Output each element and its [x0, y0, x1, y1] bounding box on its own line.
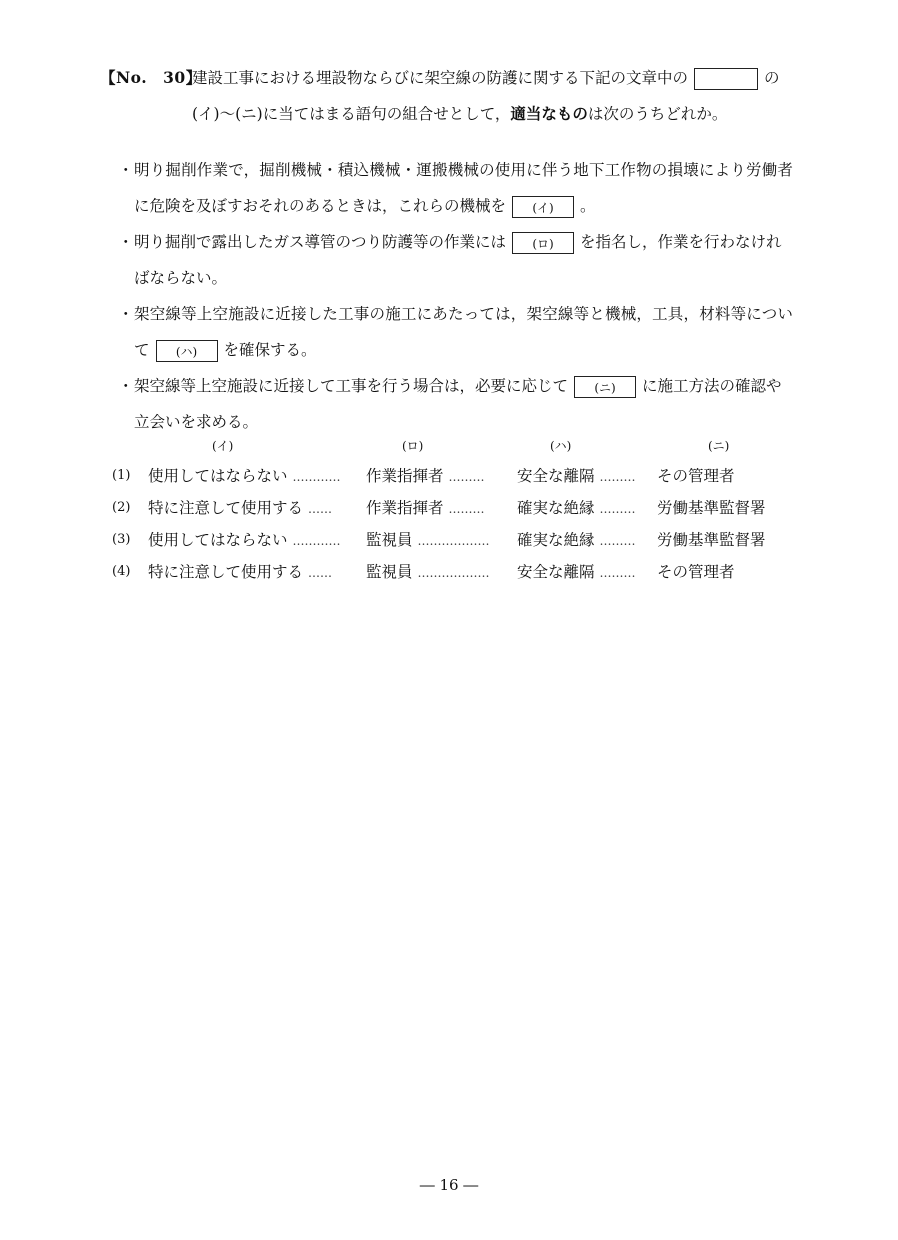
option-i — [148, 524, 340, 557]
option-number: (4) — [112, 564, 131, 579]
question-line-1-text: 建設工事における埋設物ならびに架空線の防護に関する下記の文章中の — [192, 69, 689, 87]
answer-blank-box — [694, 68, 758, 90]
option-i-text: 特に注意して使用する — [148, 563, 304, 581]
option-ro-text: 作業指揮者 — [366, 467, 444, 485]
option-number: (3) — [112, 532, 131, 547]
bullet-dot: ・ — [118, 161, 134, 179]
option-row-1 — [112, 460, 802, 492]
option-row-2 — [112, 492, 802, 524]
option-ha — [517, 524, 635, 557]
header-ha: (ハ) — [550, 439, 572, 453]
statement-item-2 — [112, 224, 802, 296]
header-ro: (ロ) — [402, 439, 424, 453]
option-ha-text: 確実な絶縁 — [517, 499, 595, 517]
option-ro — [366, 492, 484, 525]
statement-item-3 — [112, 296, 802, 368]
statement-3-tail: を確保する。 — [223, 341, 317, 359]
statement-4-text: 架空線等上空施設に近接して工事を行う場合は，必要に応じて — [134, 377, 569, 395]
statement-4-tail: に施工方法の確認や — [642, 377, 782, 395]
leader-dots: ……… — [599, 534, 636, 548]
option-ha — [517, 460, 635, 493]
statement-4-line-1 — [134, 368, 802, 404]
option-i-text: 特に注意して使用する — [148, 499, 304, 517]
leader-dots: ……… — [448, 470, 485, 484]
bullet-dot: ・ — [118, 233, 134, 251]
blank-i: (イ) — [512, 196, 574, 218]
option-row-4 — [112, 556, 802, 588]
answer-options — [112, 432, 802, 588]
leader-dots: ………… — [292, 470, 341, 484]
question-line-2-tail: は次のうちどれか。 — [587, 105, 728, 123]
statement-1-text: に危険を及ぼすおそれのあるときは，これらの機械を — [134, 197, 507, 215]
leader-dots: …… — [307, 566, 332, 580]
blank-ha: (ハ) — [156, 340, 218, 362]
blank-ro: (ロ) — [512, 232, 574, 254]
option-row-3 — [112, 524, 802, 556]
statement-4-line-2: 立会いを求める。 — [134, 413, 259, 431]
leader-dots: …… — [307, 502, 332, 516]
option-i — [148, 556, 332, 589]
option-i-text: 使用してはならない — [148, 531, 288, 549]
header-i: (イ) — [212, 439, 234, 453]
option-i — [148, 460, 340, 493]
option-ro-text: 監視員 — [366, 563, 413, 581]
statement-2-line-2: ばならない。 — [134, 269, 228, 287]
blank-ni: (ニ) — [574, 376, 636, 398]
option-ni-text: 労働基準監督署 — [657, 531, 766, 549]
option-ro — [366, 556, 489, 589]
option-i-text: 使用してはならない — [148, 467, 288, 485]
statement-1-line-2 — [134, 188, 802, 224]
question-line-2 — [192, 96, 802, 132]
option-number: (2) — [112, 500, 131, 515]
option-ni-text: その管理者 — [657, 563, 735, 581]
option-ha-text: 安全な離隔 — [517, 467, 595, 485]
option-number: (1) — [112, 468, 131, 483]
option-ha — [517, 492, 635, 525]
question-line-2-text: (イ)～(ニ)に当てはまる語句の組合せとして， — [192, 105, 511, 123]
bullet-dot: ・ — [118, 305, 134, 323]
question-line-1 — [192, 60, 802, 96]
leader-dots: ……… — [448, 502, 485, 516]
question-text — [192, 60, 802, 132]
option-ha-text: 安全な離隔 — [517, 563, 595, 581]
option-ro — [366, 524, 489, 557]
bullet-dot: ・ — [118, 377, 134, 395]
statement-3-line-1: 架空線等上空施設に近接した工事の施工にあたっては，架空線等と機械，工具，材料等につい — [134, 305, 794, 323]
leader-dots: ……… — [599, 502, 636, 516]
statement-item-4 — [112, 368, 802, 440]
statement-2-line-1 — [134, 224, 802, 260]
statement-list — [112, 152, 802, 440]
leader-dots: ……………… — [417, 534, 490, 548]
option-ni-text: 労働基準監督署 — [657, 499, 766, 517]
statement-item-1 — [112, 152, 802, 224]
header-ni: (ニ) — [708, 439, 730, 453]
option-ro — [366, 460, 484, 493]
option-ha — [517, 556, 635, 589]
option-ro-text: 作業指揮者 — [366, 499, 444, 517]
leader-dots: ……… — [599, 470, 636, 484]
leader-dots: ……… — [599, 566, 636, 580]
leader-dots: ………… — [292, 534, 341, 548]
option-ni-text: その管理者 — [657, 467, 735, 485]
page-number: ― 16 ― — [419, 1176, 479, 1194]
statement-1-line-1: 明り掘削作業で，掘削機械・積込機械・運搬機械の使用に伴う地下工作物の損壊により労働者 — [134, 161, 794, 179]
question-line-1-tail: の — [764, 69, 780, 87]
statement-3-text: て — [134, 341, 150, 359]
statement-2-text: 明り掘削で露出したガス導管のつり防護等の作業には — [134, 233, 507, 251]
option-ha-text: 確実な絶縁 — [517, 531, 595, 549]
question-number: 【No. 30】 — [100, 68, 202, 87]
option-ro-text: 監視員 — [366, 531, 413, 549]
leader-dots: ……………… — [417, 566, 490, 580]
option-i — [148, 492, 332, 525]
options-header — [112, 432, 802, 460]
statement-3-line-2 — [134, 332, 802, 368]
question-emphasis: 適当なもの — [510, 104, 588, 123]
statement-1-tail: 。 — [580, 197, 596, 215]
statement-2-tail: を指名し，作業を行わなけれ — [580, 233, 782, 251]
